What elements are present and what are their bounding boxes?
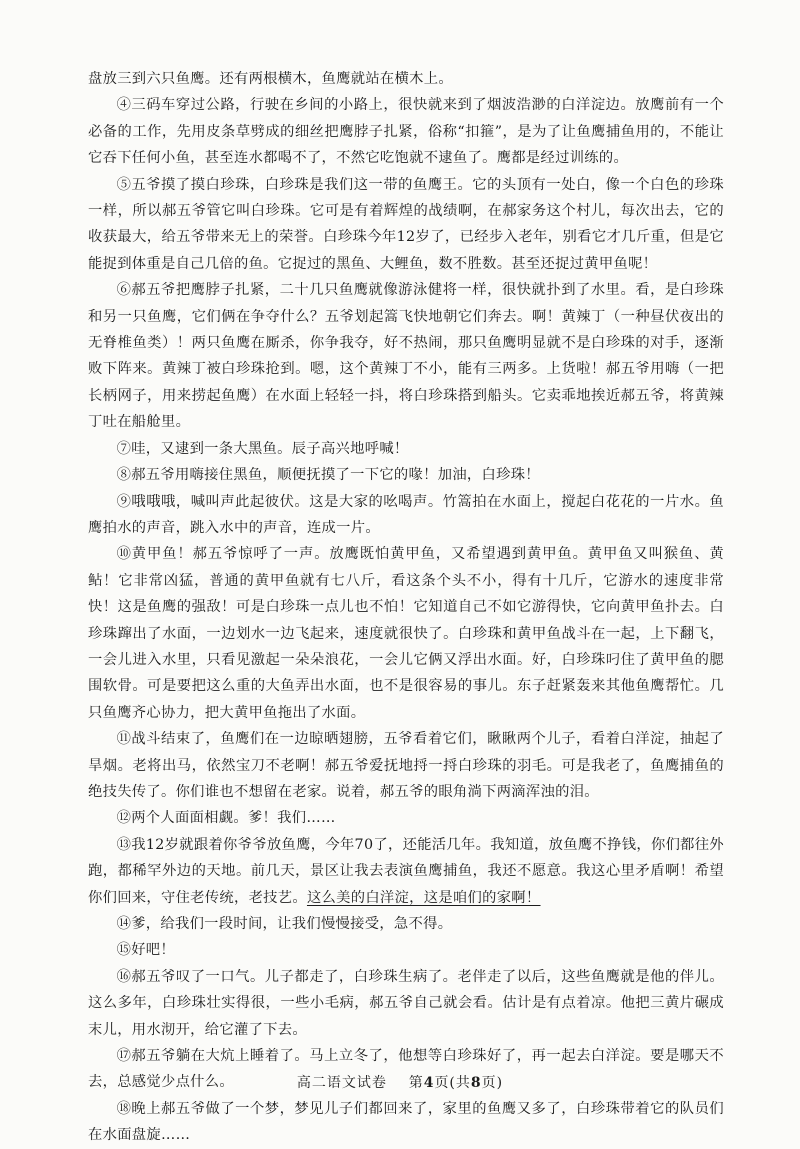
page-footer: [0, 1072, 800, 1092]
paragraph-0: 盘放三到六只鱼鹰。还有两根横木，鱼鹰就站在横木上。: [88, 71, 453, 87]
paragraph-15: ⑮好吧！: [116, 942, 175, 959]
paragraph-16: ⑯郝五爷叹了一口气。儿子都走了，白珍珠生病了。老伴走了以后，这些鱼鹰就是他的伴儿。这么多年，白珍珠壮实得很，一些小毛病，郝五爷自己就会看。估计是有点着凉。他把三黄片碾成末儿，用水沏开，给它灌了下去。: [88, 968, 724, 1038]
footer-page-total: 8: [470, 1075, 482, 1091]
paragraph-13: [88, 832, 724, 911]
paragraph-11: ⑪战斗结束了，鱼鹰们在一边晾晒翅膀，五爷看着它们，瞅瞅两个儿子，看着白洋淀，抽起了旱烟。老将出马，依然宝刀不老啊！郝五爷爱抚地捋一捋白珍珠的羽毛。可是我老了，鱼鹰捕鱼的绝技失传了。你们谁也不想留在老家。说着，郝五爷的眼角淌下两滴浑浊的泪。: [88, 731, 724, 800]
paragraph-18: ⑱晚上郝五爷做了一个梦，梦见儿子们都回来了，家里的鱼鹰又多了，白珍珠带着它的队员们在水面盘旋……: [88, 1100, 724, 1144]
footer-page-mid: 页(共: [434, 1075, 471, 1091]
footer-page-number: 4: [423, 1075, 435, 1091]
paragraph-8: ⑧郝五爷用嗨接住黑鱼，顺便抚摸了一下它的喙！加油，白珍珠！: [116, 467, 540, 484]
paragraph-4: ④三码车穿过公路，行驶在乡间的小路上，很快就来到了烟波浩渺的白洋淀边。放鹰前有一个必备的工作，先用皮条草劈成的细丝把鹰脖子扎紧，俗称“扣箍”，是为了让鱼鹰捕鱼用的，不能让它吞下任何小鱼，甚至连水都喝不了，不然它吃饱就不逮鱼了。鹰都是经过训练的。: [88, 97, 724, 167]
paragraph-14: ⑭爹，给我们一段时间，让我们慢慢接受，急不得。: [116, 916, 453, 932]
paragraph-6: ⑥郝五爷把鹰脖子扎紧，二十几只鱼鹰就像游泳健将一样，很快就扑到了水里。看，是白珍珠和另一只鱼鹰，它们俩在争夺什么？五爷划起篙飞快地朝它们奔去。啊！黄辣丁（一种昼伏夜出的无脊椎鱼类）！两只鱼鹰在厮杀，你争我夺，好不热闹，那只鱼鹰明显就不是白珍珠的对手，逐渐败下阵来。黄辣丁被白珍珠抢到。嗯，这个黄辣丁不小，能有三两多。上货啦！郝五爷用嗨（一把长柄网子，用来捞起鱼鹰）在水面上轻轻一抖，将白珍珠搭到船头。它卖乖地挨近郝五爷，将黄辣丁吐在船舱里。: [88, 282, 724, 431]
paragraph-10: ⑩黄甲鱼！郝五爷惊呼了一声。放鹰既怕黄甲鱼，又希望遇到黄甲鱼。黄甲鱼又叫猴鱼、黄鲇！它非常凶猛，普通的黄甲鱼就有七八斤，看这条个头不小，得有十几斤，它游水的速度非常快！这是鱼鹰的强敌！可是白珍珠一点儿也不怕！它知道自己不如它游得快，它向黄甲鱼扑去。白珍珠蹿出了水面，一边划水一边飞起来，速度就很快了。白珍珠和黄甲鱼战斗在一起，上下翻飞，一会儿进入水里，只看见激起一朵朵浪花，一会儿它俩又浮出水面。好，白珍珠叼住了黄甲鱼的腮围软骨。可是要把这么重的大鱼弄出水面，也不是很容易的事儿。东子赶紧轰来其他鱼鹰帮忙。几只鱼鹰齐心协力，把大黄甲鱼拖出了水面。: [88, 546, 724, 721]
paragraph-17: ⑰郝五爷躺在大炕上睡着了。马上立冬了，他想等白珍珠好了，再一起去白洋淀。要是哪天不去，总感觉少点什么。: [88, 1048, 724, 1091]
paragraph-5: ⑤五爷摸了摸白珍珠，白珍珠是我们这一带的鱼鹰王。它的头顶有一处白，像一个白色的珍珠一样，所以郝五爷管它叫白珍珠。它可是有着辉煌的战绩啊，在郝家务这个村儿，每次出去，它的收获最大，给五爷带来无上的荣誉。白珍珠今年12岁了，已经步入老年，别看它才几斤重，但是它能捉到体重是自己几倍的鱼。它捉过的黑鱼、大鲤鱼，数不胜数。甚至还捉过黄甲鱼呢！: [88, 176, 724, 272]
paragraph-12: ⑫两个人面面相觑。爹！我们……: [116, 810, 336, 827]
paragraph-13-text: ⑬我12岁就跟着你爷爷放鱼鹰，今年70了，还能活几年。我知道，放鱼鹰不挣钱，你们都往外跑，都稀罕外边的天地。前几天，景区让我去表演鱼鹰捕鱼，我还不愿意。我这心里矛盾啊！希望你们回来，守住老传统，老技艺。: [88, 836, 724, 906]
paragraph-13-underlined: 这么美的白洋淀，这是咱们的家啊！: [306, 889, 541, 906]
footer-subject: 高二语文试卷: [296, 1075, 387, 1091]
footer-page-prefix: 第: [408, 1075, 424, 1091]
paragraph-9: ⑨哦哦哦，喊叫声此起彼伏。这是大家的吆喝声。竹篙拍在水面上，搅起白花花的一片水。鱼鹰拍水的声音，跳入水中的声音，连成一片。: [88, 493, 724, 536]
paragraph-7: ⑦哇，又逮到一条大黑鱼。辰子高兴地呼喊！: [116, 440, 409, 457]
footer-page-suffix: 页): [481, 1075, 504, 1091]
